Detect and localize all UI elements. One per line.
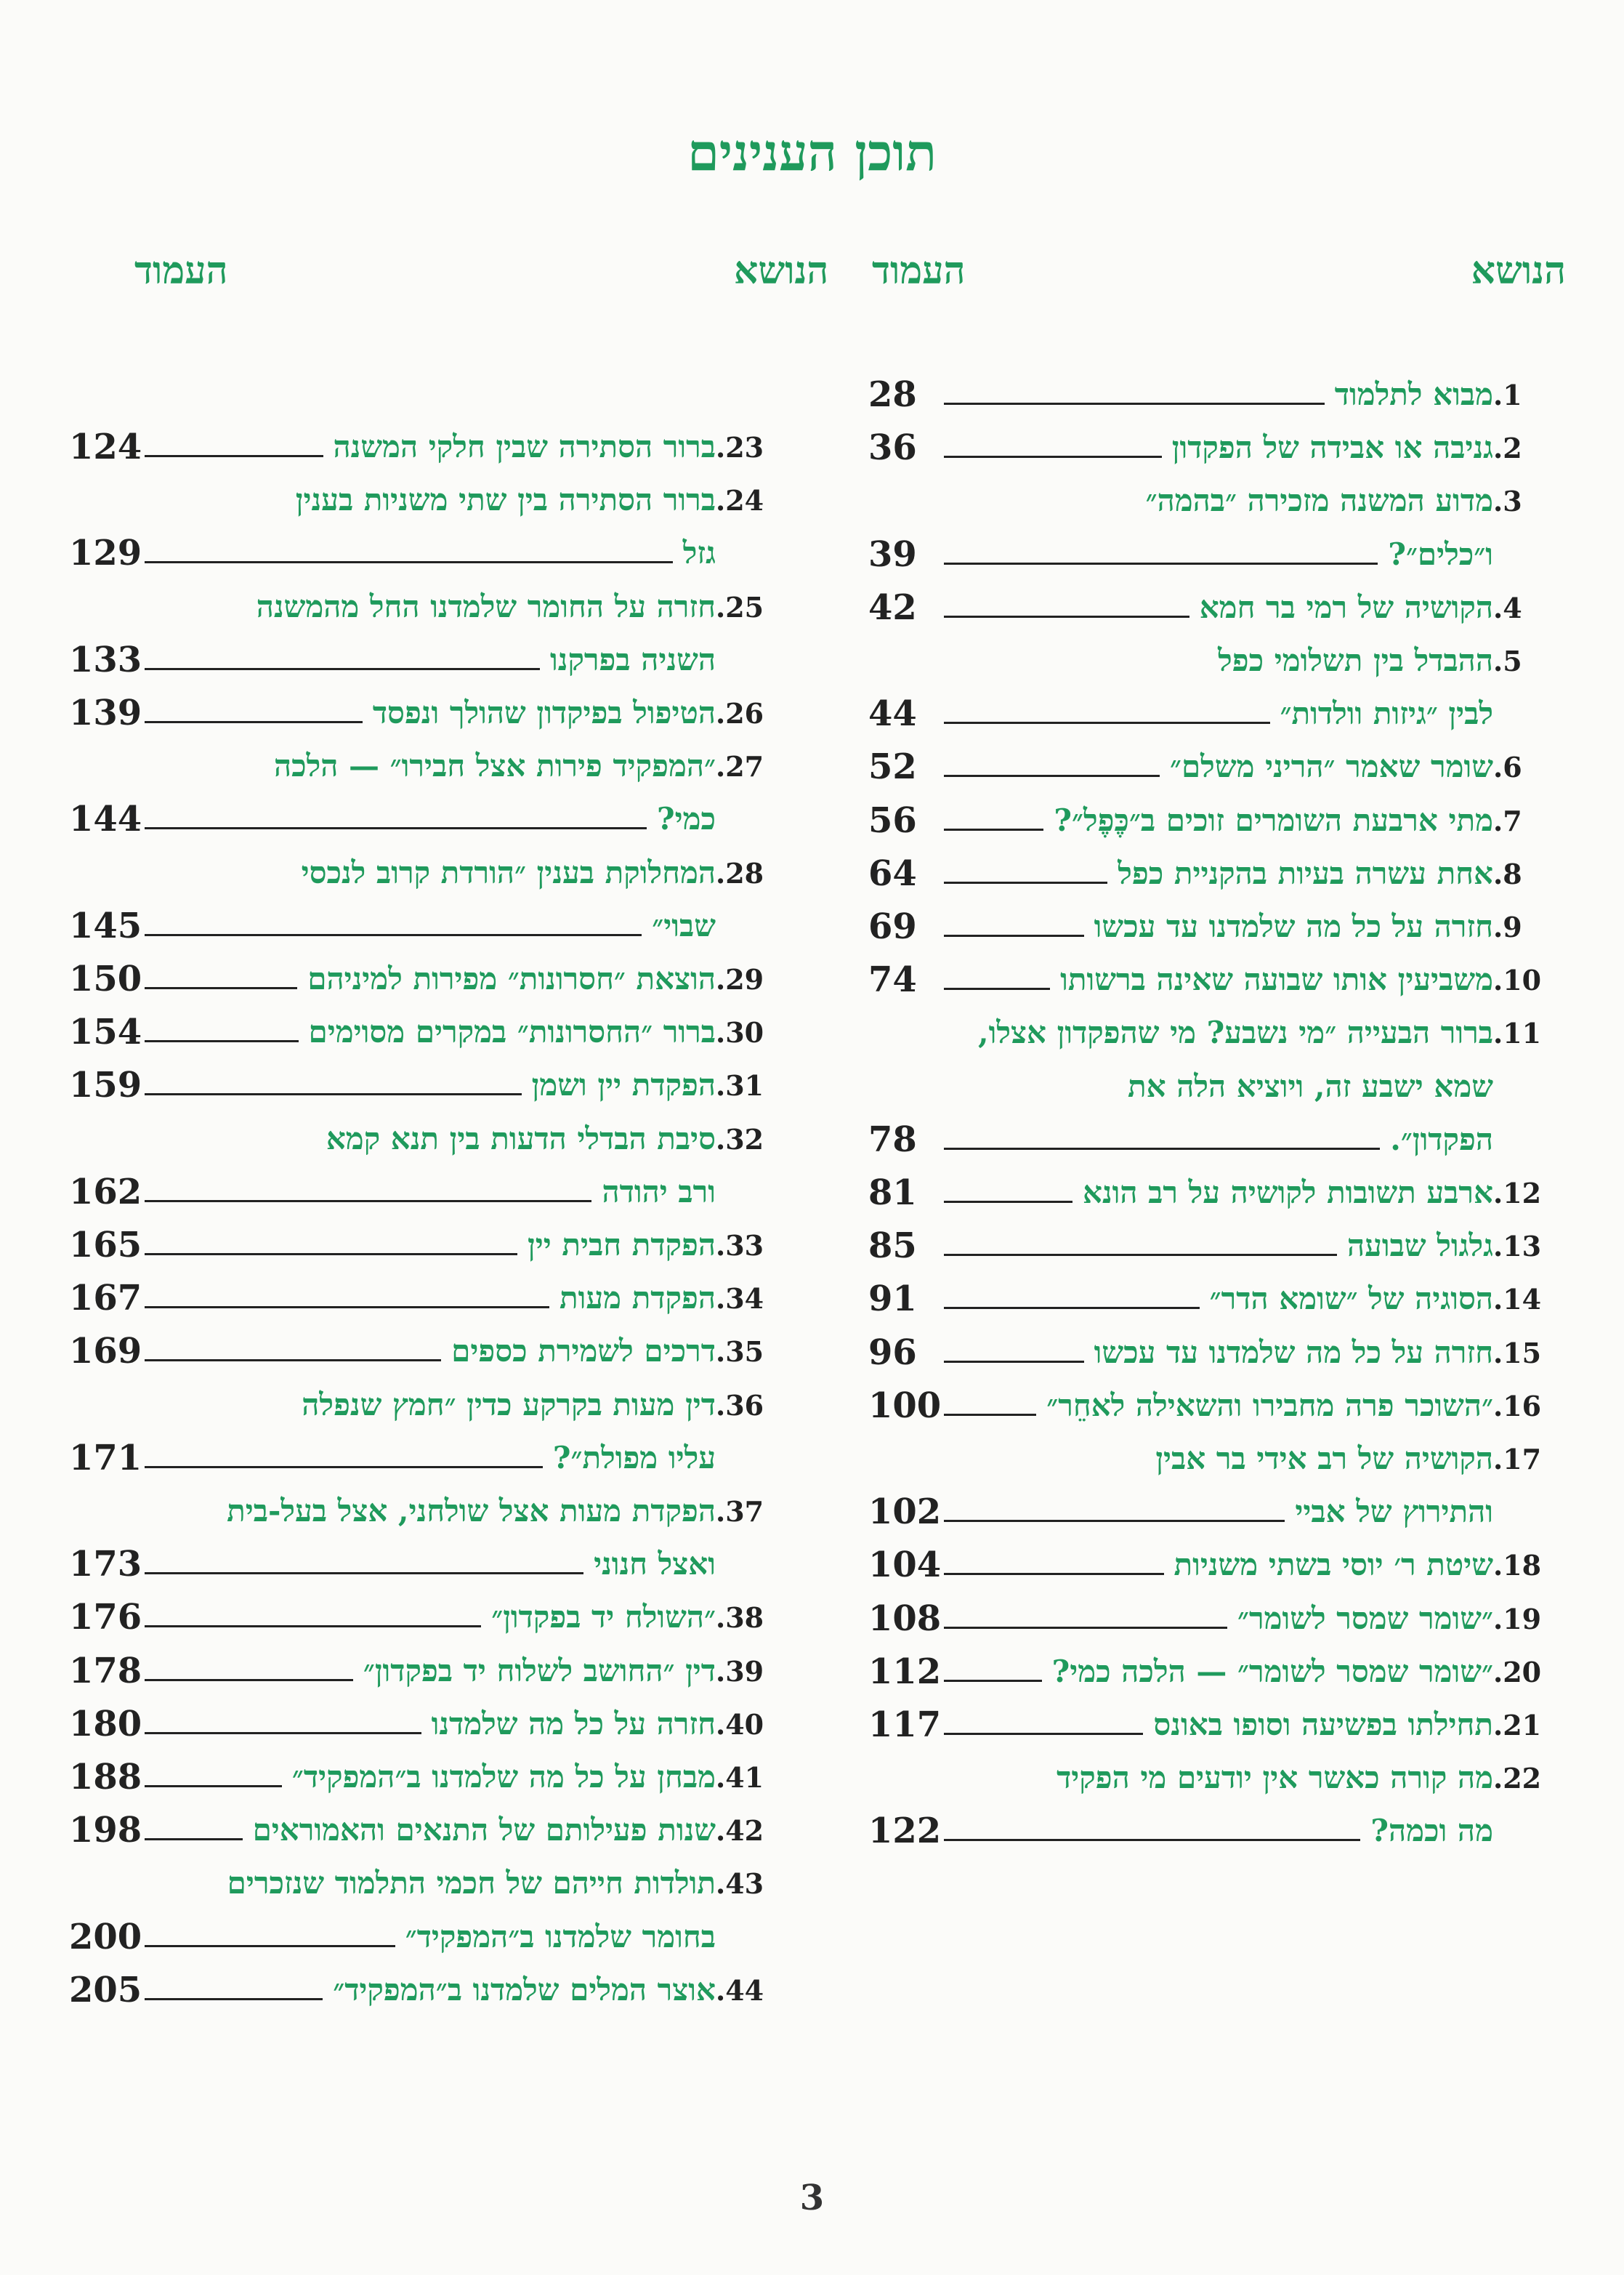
leader-line xyxy=(944,882,1107,884)
toc-entry-title: הפקדת מעות xyxy=(559,1280,716,1316)
toc-entry-title: מה קורה כאשר אין יודעים מי הפקיד xyxy=(1057,1760,1493,1795)
toc-entry-page: 200 xyxy=(69,1917,142,1957)
leader-line xyxy=(145,1838,243,1840)
toc-entry-page: 176 xyxy=(69,1597,142,1638)
leader-line xyxy=(944,1254,1337,1256)
toc-entry xyxy=(868,369,1573,420)
toc-entry-title: ברור ״החסרונות״ במקרים מסוימים xyxy=(308,1014,716,1050)
toc-entry-title: בחומר שלמדנו ב״המפקיד״ xyxy=(405,1919,716,1954)
toc-entry-title: הוצאת ״חסרונות״ מפירות למיניהם xyxy=(307,961,716,996)
toc-entry-title: גניבה או אבידה של הפקדון xyxy=(1171,430,1493,465)
toc-entry-number: .42 xyxy=(716,1813,764,1847)
toc-entry-title: מדוע המשנה מזכירה ״בהמה״ xyxy=(1145,483,1493,518)
toc-entry-number: .23 xyxy=(716,430,764,464)
toc-entry xyxy=(868,1593,1573,1644)
leader-line xyxy=(145,1093,522,1095)
toc-entry xyxy=(868,1699,1573,1750)
toc-entry xyxy=(868,1805,1573,1856)
toc-entry-title: אוצר המלים שלמדנו ב״המפקיד״ xyxy=(333,1972,716,2008)
leader-line xyxy=(944,403,1325,405)
toc-entry-continuation xyxy=(69,475,796,526)
toc-entry-page: 133 xyxy=(69,640,142,680)
page-title: תוכן הענינים xyxy=(687,122,937,182)
toc-entry-number: .28 xyxy=(716,856,764,890)
toc-entry-page: 159 xyxy=(69,1065,142,1106)
leader-line xyxy=(145,1572,583,1574)
toc-entry-title: מבחן על כל מה שלמדנו ב״המפקיד״ xyxy=(291,1759,716,1795)
leader-line xyxy=(145,1679,353,1681)
toc-entry xyxy=(868,529,1573,580)
leader-line xyxy=(944,1839,1360,1841)
toc-entry-title: והתירוץ של אביי xyxy=(1295,1494,1493,1529)
toc-entry-continuation xyxy=(69,847,796,898)
leader-line xyxy=(944,563,1378,565)
toc-entry-number: .14 xyxy=(1493,1282,1542,1316)
toc-entry-number: .12 xyxy=(1493,1176,1542,1209)
toc-entry-number: .5 xyxy=(1493,644,1522,677)
toc-entry-continuation xyxy=(69,1486,796,1537)
toc-entry-title: ״השוכר פרה מחבירו והשאילה לאחֵר״ xyxy=(1046,1388,1493,1423)
toc-entry-title: ״שומר שמסר לשומר״ — הלכה כמי? xyxy=(1051,1654,1493,1689)
toc-entry xyxy=(69,1912,796,1962)
toc-entry-title: שנות פעילותם של התנאים והאמוראים xyxy=(252,1812,716,1848)
toc-entry-page: 91 xyxy=(868,1279,917,1319)
toc-entry-title: שיטת ר׳ יוסי בשתי משניות xyxy=(1173,1547,1493,1582)
toc-entry xyxy=(868,1646,1573,1697)
toc-entry-number: .44 xyxy=(716,1973,764,2007)
toc-entry xyxy=(69,1167,796,1217)
toc-entry-title: ההבדל בין תשלומי כפל xyxy=(1218,643,1493,678)
toc-entry-number: .10 xyxy=(1493,963,1542,996)
toc-entry-number: .6 xyxy=(1493,750,1522,784)
toc-entry xyxy=(868,901,1573,952)
toc-entry-number: .39 xyxy=(716,1654,764,1688)
toc-entry-page: 173 xyxy=(69,1544,142,1585)
leader-line xyxy=(145,827,647,829)
toc-entry-number: .34 xyxy=(716,1281,764,1315)
toc-entry-title: עליו מפולת״? xyxy=(552,1440,716,1475)
leader-line xyxy=(944,616,1189,618)
toc-entry xyxy=(69,528,796,579)
toc-entry-page: 108 xyxy=(868,1598,942,1639)
leader-line xyxy=(145,987,297,989)
toc-entry-title: חזרה על החומר שלמדנו החל מהמשנה xyxy=(256,589,716,624)
toc-entry xyxy=(868,741,1573,792)
toc-entry-title: דין ״החושב לשלוח יד בפקדון״ xyxy=(363,1653,716,1688)
header-left-page: העמוד xyxy=(134,249,228,293)
toc-entry xyxy=(868,795,1573,846)
toc-entry-title: ו״כלים״? xyxy=(1388,536,1493,572)
toc-entry-number: .31 xyxy=(716,1068,764,1102)
toc-entry-number: .41 xyxy=(716,1760,764,1794)
leader-line xyxy=(944,456,1162,458)
leader-line xyxy=(145,1945,395,1947)
toc-entry xyxy=(868,1220,1573,1271)
toc-entry-page: 180 xyxy=(69,1704,142,1744)
toc-entry-title: כמי? xyxy=(656,801,716,837)
toc-entry-page: 144 xyxy=(69,799,142,839)
leader-line xyxy=(145,1625,481,1627)
toc-entry-page: 52 xyxy=(868,746,917,787)
toc-entry xyxy=(69,1592,796,1643)
toc-entry xyxy=(69,794,796,845)
toc-entry xyxy=(868,1539,1573,1590)
toc-entry xyxy=(868,1327,1573,1378)
toc-entry-page: 56 xyxy=(868,800,917,841)
toc-entry-continuation xyxy=(868,1061,1573,1112)
toc-entry-number: .33 xyxy=(716,1228,764,1262)
toc-entry-page: 78 xyxy=(868,1119,917,1160)
toc-entry-page: 100 xyxy=(868,1385,942,1426)
toc-entry xyxy=(69,1060,796,1111)
toc-entry-page: 64 xyxy=(868,853,917,894)
toc-entry-title: השניה בפרקנו xyxy=(550,642,716,677)
toc-entry xyxy=(868,688,1573,739)
toc-entry xyxy=(868,1167,1573,1218)
toc-entry-title: הסוגיה של ״שומא הדר״ xyxy=(1209,1281,1493,1316)
toc-entry xyxy=(868,1486,1573,1537)
toc-entry-title: גזל xyxy=(682,535,716,571)
toc-entry xyxy=(69,1752,796,1803)
header-right-page: העמוד xyxy=(872,249,966,293)
leader-line xyxy=(145,455,323,457)
toc-entry-number: .21 xyxy=(1493,1708,1542,1742)
toc-entry-page: 39 xyxy=(868,534,917,575)
toc-entry-title: תולדות חייהם של חכמי התלמוד שנזכרים xyxy=(227,1865,716,1901)
toc-entry-number: .30 xyxy=(716,1015,764,1049)
toc-entry-number: .20 xyxy=(1493,1655,1542,1688)
toc-entry-number: .2 xyxy=(1493,431,1522,464)
toc-entry-page: 139 xyxy=(69,693,142,733)
toc-entry-title: הקושיה של רב אידי בר אבין xyxy=(1155,1441,1493,1476)
toc-entry-number: .13 xyxy=(1493,1229,1542,1263)
toc-entry-title: גלגול שבועה xyxy=(1346,1228,1493,1263)
leader-line xyxy=(944,1573,1164,1575)
toc-entry-continuation xyxy=(868,1433,1573,1484)
toc-entry-number: .17 xyxy=(1493,1442,1542,1475)
toc-entry-title: הטיפול בפיקדון שהולך ונפסד xyxy=(372,695,716,730)
leader-line xyxy=(145,1359,441,1361)
leader-line xyxy=(944,1680,1042,1682)
toc-entry-title: מבוא לתלמוד xyxy=(1334,377,1493,412)
toc-entry xyxy=(69,1273,796,1324)
leader-line xyxy=(145,934,642,936)
toc-entry-page: 188 xyxy=(69,1757,142,1797)
toc-entry-number: .19 xyxy=(1493,1602,1542,1635)
toc-entry-continuation xyxy=(868,475,1573,526)
toc-entry-page: 44 xyxy=(868,693,917,734)
toc-entry xyxy=(868,1114,1573,1165)
leader-line xyxy=(145,668,540,670)
toc-entry-continuation xyxy=(868,1752,1573,1803)
toc-entry-page: 42 xyxy=(868,587,917,628)
toc-entry-continuation xyxy=(69,1114,796,1164)
toc-entry-page: 145 xyxy=(69,906,142,946)
toc-entry-page: 162 xyxy=(69,1172,142,1212)
toc-entry xyxy=(69,1007,796,1058)
toc-entry-title: סיבת הבדלי הדעות בין תנא קמא xyxy=(326,1121,716,1156)
toc-entry-number: .29 xyxy=(716,962,764,996)
toc-entry-page: 122 xyxy=(868,1811,942,1851)
toc-entry-title: ״השולח יד בפקדון״ xyxy=(491,1599,716,1635)
toc-entry-continuation xyxy=(69,741,796,792)
toc-entry-page: 85 xyxy=(868,1225,917,1266)
toc-entry-page: 171 xyxy=(69,1438,142,1478)
leader-line xyxy=(944,1627,1227,1629)
toc-entry xyxy=(868,1380,1573,1431)
toc-entry-continuation xyxy=(868,635,1573,686)
toc-entry-number: .24 xyxy=(716,483,764,517)
toc-entry-title: משביעין אותו שבועה שאינה ברשותו xyxy=(1060,962,1493,997)
toc-entry-title: הפקדת מעות אצל שולחני, אצל בעל-בית xyxy=(227,1493,716,1529)
toc-entry xyxy=(69,1433,796,1483)
header-right-topic: הנושא xyxy=(1471,249,1566,293)
toc-entry-page: 117 xyxy=(868,1704,942,1745)
toc-entry-number: .9 xyxy=(1493,910,1522,943)
toc-entry-continuation xyxy=(868,1007,1573,1058)
toc-entry-title: ברור הבעייה ״מי נשבע? מי שהפקדון אצלו, xyxy=(978,1015,1493,1050)
leader-line xyxy=(944,722,1270,724)
toc-entry-title: מה וכמה? xyxy=(1370,1813,1493,1848)
leader-line xyxy=(145,1040,299,1042)
toc-entry xyxy=(69,1539,796,1590)
toc-entry-number: .32 xyxy=(716,1122,764,1156)
toc-entry-number: .27 xyxy=(716,749,764,783)
toc-entry-page: 69 xyxy=(868,906,917,947)
toc-entry xyxy=(868,422,1573,473)
toc-entry-number: .25 xyxy=(716,590,764,624)
toc-entry-number: .22 xyxy=(1493,1761,1542,1795)
toc-entry-title: ברור הסתירה בין שתי משניות בענין xyxy=(295,482,716,518)
toc-entry-title: ברור הסתירה שבין חלקי המשנה xyxy=(333,429,716,464)
toc-entry-page: 129 xyxy=(69,533,142,573)
toc-entry-number: .43 xyxy=(716,1867,764,1900)
toc-entry-continuation xyxy=(69,581,796,632)
page-number: 3 xyxy=(799,2178,825,2218)
toc-entry-number: .37 xyxy=(716,1494,764,1528)
toc-entry-number: .7 xyxy=(1493,804,1522,837)
leader-line xyxy=(145,1732,421,1734)
toc-entry-number: .35 xyxy=(716,1334,764,1368)
toc-entry-page: 36 xyxy=(868,427,917,468)
leader-line xyxy=(145,1998,323,2000)
leader-line xyxy=(944,935,1084,937)
leader-line xyxy=(145,1306,549,1308)
toc-entry-title: תחילתו בפשיעה וסופו באונס xyxy=(1153,1707,1493,1742)
toc-entry xyxy=(69,901,796,951)
header-left-topic: הנושא xyxy=(734,249,829,293)
toc-entry-number: .11 xyxy=(1493,1016,1542,1050)
toc-entry-title: ארבע תשובות לקושיה על רב הונא xyxy=(1082,1175,1493,1210)
toc-entry-number: .1 xyxy=(1493,378,1522,411)
toc-entry-number: .8 xyxy=(1493,857,1522,890)
leader-line xyxy=(145,721,363,723)
toc-entry xyxy=(69,635,796,685)
toc-entry-number: .15 xyxy=(1493,1336,1542,1369)
toc-entry-title: שומר שאמר ״הריני משלם״ xyxy=(1170,749,1493,784)
toc-entry-title: הפקדון״. xyxy=(1390,1122,1493,1157)
toc-entry-page: 205 xyxy=(69,1970,142,2010)
leader-line xyxy=(944,1733,1143,1735)
toc-entry-page: 28 xyxy=(868,374,917,415)
toc-entry xyxy=(868,848,1573,899)
toc-entry xyxy=(69,1646,796,1696)
toc-entry-title: דין מעות בקרקע כדין ״חמץ שנפלה xyxy=(302,1387,716,1422)
leader-line xyxy=(145,1200,591,1202)
toc-entry-title: מתי ארבעת השומרים זוכים ב״כֶּפֶל״? xyxy=(1054,802,1493,838)
toc-entry-number: .36 xyxy=(716,1388,764,1422)
leader-line xyxy=(944,1414,1036,1416)
toc-entry xyxy=(868,954,1573,1005)
toc-entry-continuation xyxy=(69,1858,796,1909)
toc-entry-continuation xyxy=(69,1380,796,1430)
toc-entry-title: חזרה על כל מה שלמדנו עד עכשו xyxy=(1094,909,1493,944)
leader-line xyxy=(145,1466,543,1468)
toc-entry-number: .26 xyxy=(716,696,764,730)
toc-entry-number: .16 xyxy=(1493,1389,1542,1422)
toc-entry-title: לבין ״גיזות וולדות״ xyxy=(1280,696,1493,731)
toc-entry xyxy=(69,1805,796,1856)
toc-entry-title: ואצל חנוני xyxy=(594,1546,716,1582)
toc-entry-page: 96 xyxy=(868,1332,917,1373)
toc-entry xyxy=(868,1273,1573,1324)
leader-line xyxy=(145,561,673,563)
toc-entry-title: ״המפקיד פירות אצל חבירו״ — הלכה xyxy=(273,748,716,784)
leader-line xyxy=(944,1201,1072,1203)
toc-entry-title: ״שומר שמסר לשומר״ xyxy=(1237,1600,1493,1636)
toc-entry-page: 165 xyxy=(69,1225,142,1265)
toc-entry xyxy=(69,1220,796,1271)
toc-entry-page: 150 xyxy=(69,959,142,999)
leader-line xyxy=(944,829,1043,831)
leader-line xyxy=(944,775,1160,777)
toc-entry xyxy=(69,1965,796,2016)
toc-entry xyxy=(69,954,796,1004)
toc-entry-number: .40 xyxy=(716,1707,764,1741)
leader-line xyxy=(944,1520,1285,1522)
toc-entry-page: 124 xyxy=(69,427,142,467)
toc-entry-title: חזרה על כל מה שלמדנו עד עכשו xyxy=(1094,1334,1493,1370)
toc-entry-page: 198 xyxy=(69,1810,142,1851)
leader-line xyxy=(944,988,1050,990)
toc-entry-page: 167 xyxy=(69,1278,142,1318)
toc-entry xyxy=(868,582,1573,633)
toc-entry-title: המחלוקת בענין ״הורדת קרוב לנכסי xyxy=(301,855,716,890)
leader-line xyxy=(145,1785,282,1787)
leader-line xyxy=(145,1253,517,1255)
toc-entry-page: 104 xyxy=(868,1545,942,1585)
toc-entry xyxy=(69,422,796,472)
toc-entry xyxy=(69,1326,796,1377)
toc-entry xyxy=(69,688,796,738)
toc-entry-page: 178 xyxy=(69,1651,142,1691)
toc-entry-page: 154 xyxy=(69,1012,142,1052)
toc-entry xyxy=(69,1699,796,1749)
toc-entry-title: שבוי״ xyxy=(652,908,716,943)
toc-entry-title: אחת עשרה בעיות בהקניית כפל xyxy=(1118,855,1493,891)
toc-entry-title: הפקדת חבית יין xyxy=(528,1227,716,1263)
toc-entry-title: חזרה על כל מה שלמדנו xyxy=(431,1706,716,1742)
toc-entry-number: .38 xyxy=(716,1600,764,1634)
toc-entry-page: 102 xyxy=(868,1491,942,1532)
toc-entry-number: .18 xyxy=(1493,1548,1542,1582)
toc-entry-title: דרכים לשמירת כספים xyxy=(451,1333,716,1369)
leader-line xyxy=(944,1148,1380,1150)
toc-entry-page: 81 xyxy=(868,1172,917,1213)
leader-line xyxy=(944,1361,1084,1363)
toc-entry-title: ורב יהודה xyxy=(602,1174,716,1209)
toc-entry-title: הפקדת יין ושמן xyxy=(531,1067,716,1103)
toc-entry-title: שמא ישבע זה, ויוציא הלה את xyxy=(1128,1068,1493,1104)
toc-entry-title: הקושיה של רמי בר חמא xyxy=(1199,589,1493,625)
toc-entry-page: 74 xyxy=(868,959,917,1000)
toc-entry-page: 112 xyxy=(868,1651,942,1692)
leader-line xyxy=(944,1307,1200,1309)
toc-entry-number: .4 xyxy=(1493,591,1522,624)
toc-entry-number: .3 xyxy=(1493,484,1522,518)
toc-entry-page: 169 xyxy=(69,1331,142,1372)
